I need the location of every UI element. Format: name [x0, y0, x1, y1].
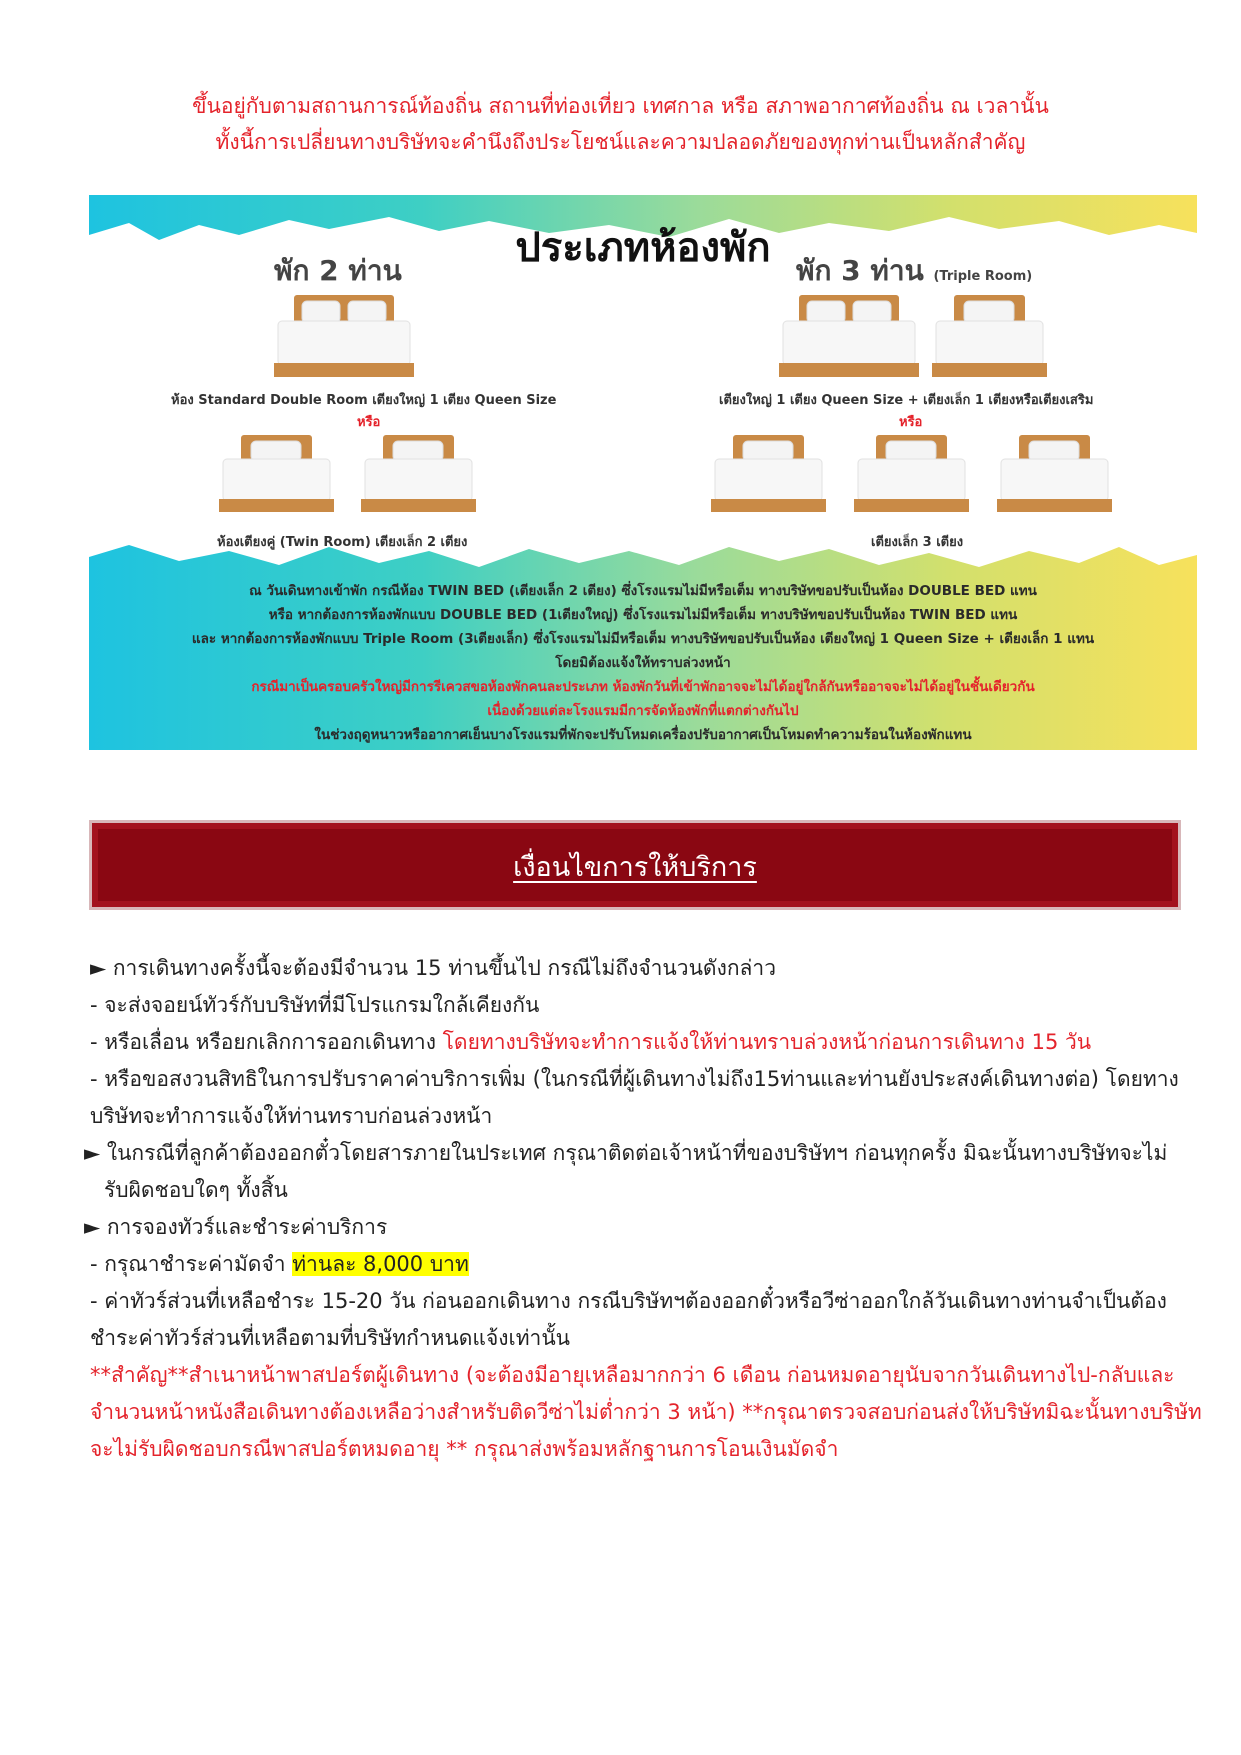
condition-line: ชำระค่าทัวร์ส่วนที่เหลือตามที่บริษัทกำหนดแจ้งเท่านั้น — [90, 1326, 571, 1350]
triple-room-heading-text: พัก 3 ท่าน — [796, 254, 924, 287]
condition-line: ► การเดินทางครั้งนี้จะต้องมีจำนวน 15 ท่านขึ้นไป กรณีไม่ถึงจำนวนดังกล่าว — [90, 956, 776, 980]
passport-note: จำนวนหน้าหนังสือเดินทางต้องเหลือว่างสำหรับติดวีซ่าไม่ต่ำกว่า 3 หน้า) **กรุณาตรวจสอบก่อนส่งให้บริษัทมิฉะนั้นทางบริษัท — [90, 1400, 1202, 1424]
room-note: ณ วันเดินทางเข้าพัก กรณีห้อง TWIN BED (เตียงเล็ก 2 เตียง) ซึ่งโรงแรมไม่มีหรือเต็ม ทางบริษัทขอปรับเป็นห้อง DOUBLE BED แทน — [249, 583, 1037, 599]
double-bed-icon — [779, 295, 919, 380]
condition-line: บริษัทจะทำการแจ้งให้ท่านทราบก่อนล่วงหน้า — [90, 1104, 493, 1128]
triple-room-heading — [796, 249, 1032, 293]
single-bed-icon — [932, 295, 1047, 380]
condition-line: รับผิดชอบใดๆ ทั้งสิ้น — [104, 1178, 288, 1202]
condition-line: - ค่าทัวร์ส่วนที่เหลือชำระ 15-20 วัน ก่อนออกเดินทาง กรณีบริษัทฯต้องออกตั๋วหรือวีซ่าออกใกล้วันเดินทางท่านจำเป็นต้อง — [90, 1289, 1167, 1313]
condition-line: ► ในกรณีที่ลูกค้าต้องออกตั๋วโดยสารภายในประเทศ กรุณาติดต่อเจ้าหน้าที่ของบริษัทฯ ก่อนทุกครั้ง มิฉะนั้นทางบริษัทจะไม่ — [84, 1141, 1168, 1165]
room-note: และ หากต้องการห้องพักแบบ Triple Room (3เตียงเล็ก) ซึ่งโรงแรมไม่มีหรือเต็ม ทางบริษัทขอปรับเป็นห้อง เตียงใหญ่ 1 Queen Size + เตียงเล็ก 1 แทน — [191, 631, 1095, 647]
twin-room-caption: ห้องเตียงคู่ (Twin Room) เตียงเล็ก 2 เตียง — [217, 535, 468, 550]
triple-room-tag: (Triple Room) — [933, 269, 1033, 284]
single-bed-icon — [219, 435, 334, 515]
banner-title: ประเภทห้องพัก — [515, 225, 771, 271]
double-room-heading: พัก 2 ท่าน — [274, 254, 402, 287]
or-label: หรือ — [899, 415, 923, 430]
or-label: หรือ — [357, 415, 381, 430]
single-bed-icon — [711, 435, 826, 515]
room-notes — [89, 579, 1197, 747]
intro-line-2: ทั้งนี้การเปลี่ยนทางบริษัทจะคำนึงถึงประโยชน์และความปลอดภัยของทุกท่านเป็นหลักสำคัญ — [215, 130, 1026, 154]
condition-line: - หรือขอสงวนสิทธิในการปรับราคาค่าบริการเพิ่ม (ในกรณีที่ผู้เดินทางไม่ถึง15ท่านและท่านยังประสงค์เดินทางต่อ) โดยทาง — [90, 1067, 1179, 1091]
room-note: หรือ หากต้องการห้องพักแบบ DOUBLE BED (1เตียงใหญ่) ซึ่งโรงแรมไม่มีหรือเต็ม ทางบริษัทขอปรับเป็นห้อง TWIN BED แทน — [268, 607, 1018, 623]
double-room-caption: ห้อง Standard Double Room เตียงใหญ่ 1 เตียง Queen Size — [171, 393, 557, 408]
condition-notice-red: โดยทางบริษัทจะทำการแจ้งให้ท่านทราบล่วงหน้าก่อนการเดินทาง 15 วัน — [442, 1030, 1092, 1054]
triple-alt-caption: เตียงเล็ก 3 เตียง — [871, 535, 964, 550]
deposit-amount-highlight: ท่านละ 8,000 บาท — [292, 1252, 469, 1276]
room-note-red: กรณีมาเป็นครอบครัวใหญ่มีการรีเควสขอห้องพักคนละประเภท ห้องพักวันที่เข้าพักอาจจะไม่ได้อยู่ใกล้กันหรืออาจจะไม่ได้อยู่ในชั้นเดียวกัน — [251, 679, 1035, 695]
condition-line — [90, 1024, 1190, 1061]
condition-text: - หรือเลื่อน หรือยกเลิกการออกเดินทาง — [90, 1030, 443, 1054]
condition-line: - จะส่งจอยน์ทัวร์กับบริษัทที่มีโปรแกรมใกล้เคียงกัน — [90, 993, 540, 1017]
double-bed-icon — [274, 295, 414, 380]
intro-line-1: ขึ้นอยู่กับตามสถานการณ์ท้องถิ่น สถานที่ท่องเที่ยว เทศกาล หรือ สภาพอากาศท้องถิ่น ณ เวลานั้น — [192, 94, 1049, 118]
conditions-header — [89, 820, 1181, 910]
condition-line: ► การจองทัวร์และชำระค่าบริการ — [84, 1215, 388, 1239]
single-bed-icon — [997, 435, 1112, 515]
condition-line — [90, 1246, 1190, 1283]
passport-note: จะไม่รับผิดชอบกรณีพาสปอร์ตหมดอายุ ** กรุณาส่งพร้อมหลักฐานการโอนเงินมัดจำ — [90, 1437, 839, 1461]
single-bed-icon — [361, 435, 476, 515]
condition-text: - กรุณาชำระค่ามัดจำ — [90, 1252, 293, 1276]
passport-note: **สำคัญ**สำเนาหน้าพาสปอร์ตผู้เดินทาง (จะต้องมีอายุเหลือมากกว่า 6 เดือน ก่อนหมดอายุนับจากวันเดินทางไป-กลับและ — [90, 1363, 1175, 1387]
room-type-banner — [89, 195, 1197, 750]
room-note: โดยมิต้องแจ้งให้ทราบล่วงหน้า — [555, 655, 731, 671]
single-bed-icon — [854, 435, 969, 515]
conditions-title: เงื่อนไขการให้บริการ — [513, 852, 757, 883]
triple-room-caption: เตียงใหญ่ 1 เตียง Queen Size + เตียงเล็ก 1 เตียงหรือเตียงเสริม — [719, 393, 1094, 408]
room-note: ในช่วงฤดูหนาวหรืออากาศเย็นบางโรงแรมที่พักจะปรับโหมดเครื่องปรับอากาศเป็นโหมดทำความร้อนในห้องพักแทน — [314, 727, 972, 743]
room-note-red: เนื่องด้วยแต่ละโรงแรมมีการจัดห้องพักที่แตกต่างกันไป — [487, 703, 799, 719]
